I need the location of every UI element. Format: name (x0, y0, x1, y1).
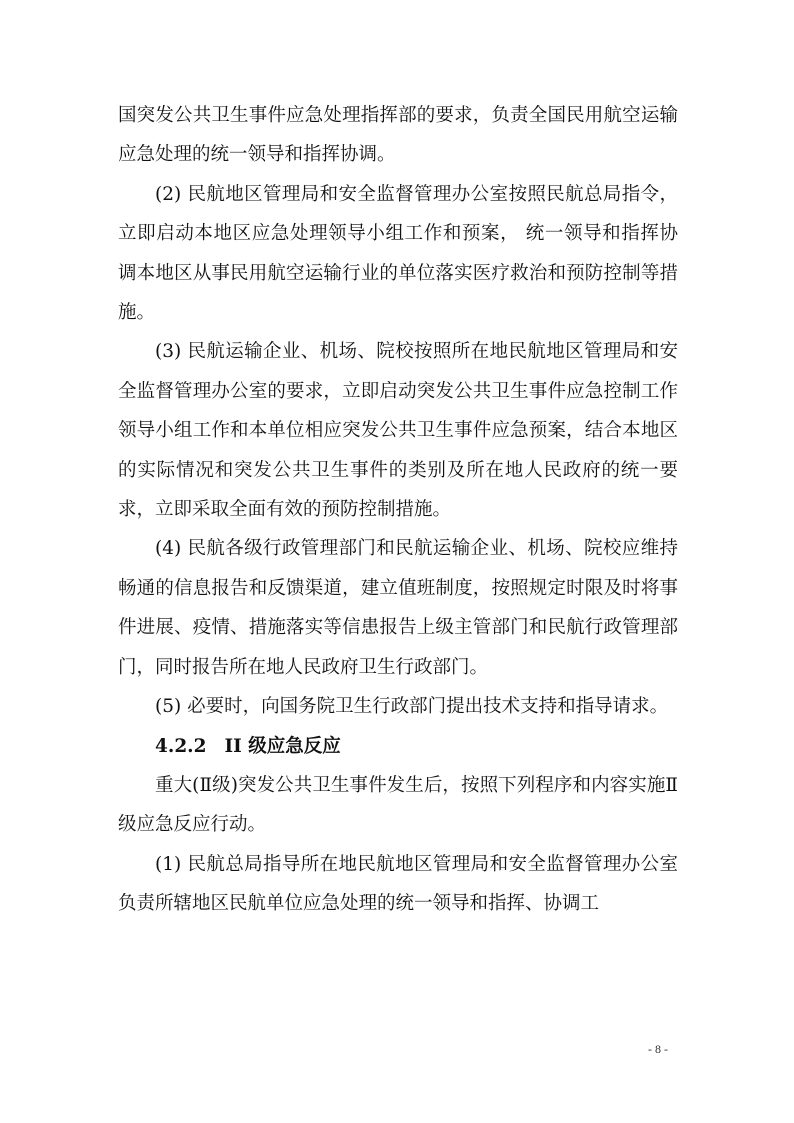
paragraph-level-two-intro: 重大(Ⅱ级)突发公共卫生事件发生后，按照下列程序和内容实施Ⅱ级应急反应行动。 (118, 774, 678, 836)
section-heading (118, 727, 678, 766)
paragraph-item-2: (2) 民航地区管理局和安全监督管理办公室按照民航总局指令， 立即启动本地区应急处理领导小组工作和预案， 统一领导和指挥协调本地区从事民用航空运输行业的单位落实医疗救治和预防控制等措施。 (118, 183, 678, 324)
paragraph-level-two-item-1: (1) 民航总局指导所在地民航地区管理局和安全监督管理办公室负责所辖地区民航单位应急处理的统一领导和指挥、协调工 (118, 853, 678, 915)
page-number: - 8 - (648, 1042, 668, 1056)
section-number: 4.2.2 (155, 735, 207, 757)
paragraph-item-5: (5) 必要时，向国务院卫生行政部门提出技术支持和指导请求。 (155, 696, 669, 718)
paragraph-item-4: (4) 民航各级行政管理部门和民航运输企业、机场、院校应维持畅通的信息报告和反馈渠道，建立值班制度，按照规定时限及时将事件进展、疫情、措施落实等信患报告上级主管部门和民航行政管理部门，同时报告所在地人民政府卫生行政部门。 (118, 538, 678, 678)
paragraph-item-3: (3) 民航运输企业、机场、院校按照所在地民航地区管理局和安全监督管理办公室的要求，立即启动突发公共卫生事件应急控制工作领导小组工作和本单位相应突发公共卫生事件应急预案，结合本地区的实际情况和突发公共卫生事件的类别及所在地人民政府的统一要求，立即采取全面有效的预防控制措施。 (118, 341, 678, 521)
document-body (118, 96, 678, 924)
paragraph-continuation: 国突发公共卫生事件应急处理指挥部的要求，负责全国民用航空运输应急处理的统一领导和指挥协调。 (118, 105, 678, 166)
section-title: II 级应急反应 (224, 735, 341, 757)
